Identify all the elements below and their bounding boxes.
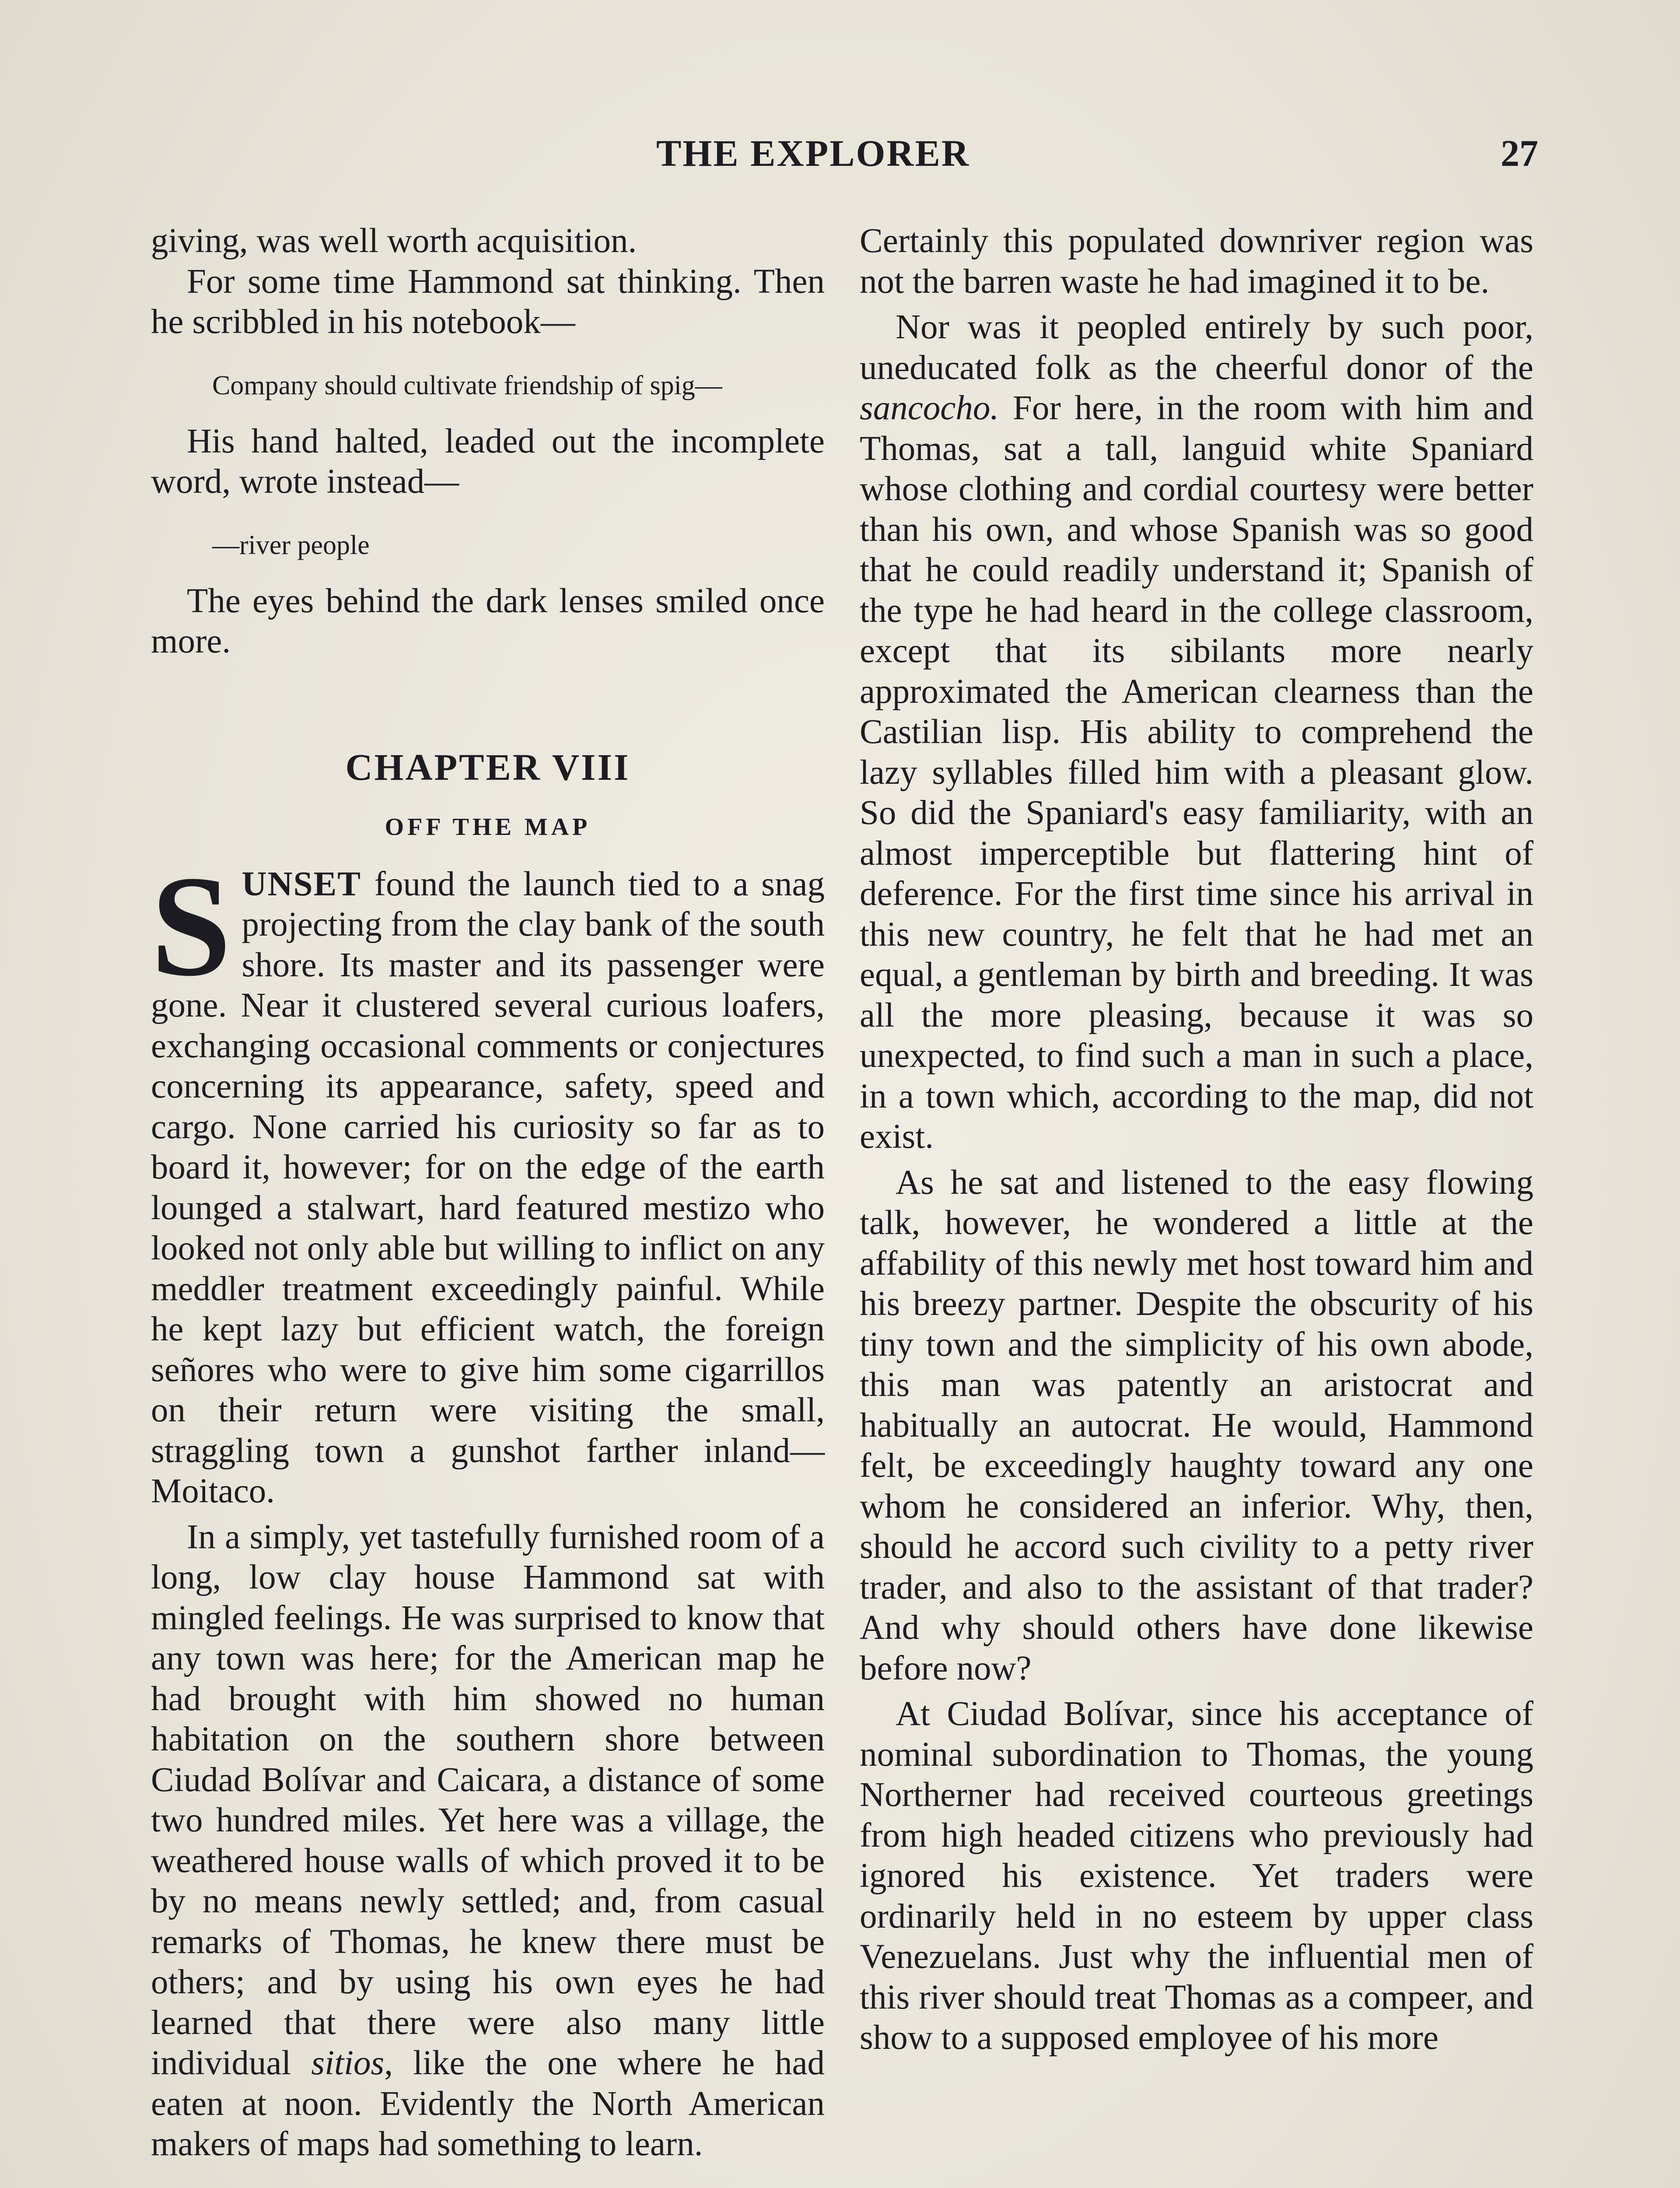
opening-word: UNSET	[242, 865, 361, 903]
paragraph: In a simply, yet tastefully furnished room of a long, low clay house Hammond sat with mingled feelings. He was surprised to know that any town was here; for the American map he had brought with him showed no human habitation on the southern shore between Ciudad Bolívar and Caicara, a distance of some two hundred miles. Yet here was a village, the weathered house walls of which proved it to be by no means newly settled; and, from casual remarks of Thomas, he knew there must be others; and by using his own eyes he had learned that there were also many little individual sitios, like the one where he had eaten at noon. Evidently the North American makers of maps had something to learn.	[151, 1518, 825, 2163]
paragraph-text: found the launch tied to a snag projecting from the clay bank of the south shore. Its master and its passenger were gone. Near it clustered several curious loafers, exchanging occasional comments or conjectures concerning its appearance, safety, speed and cargo. None carried his curiosity so far as to board it, however; for on the edge of the earth lounged a stalwart, hard featured mestizo who looked not only able but willing to inflict on any meddler treatment exceedingly painful. While he kept lazy but efficient watch, the foreign señores who were to give him some cigarrillos on their return were visiting the small, straggling town a gunshot farther inland—Moitaco.	[151, 865, 825, 1510]
paragraph: giving, was well worth acquisition.	[151, 222, 637, 260]
page-number: 27	[1501, 132, 1538, 174]
drop-cap: S	[151, 846, 231, 1006]
right-column	[860, 221, 1533, 2058]
paragraph: Nor was it peopled entirely by such poor, uneducated folk as the cheerful donor of the sancocho. For here, in the room with him and Thomas, sat a tall, languid white Spaniard whose clothing and cordial courtesy were better than his own, and whose Spanish was so good that he could readily understand it; Spanish of the type he had heard in the college classroom, except that its sibilants more nearly approximated the American clearness than the Castilian lisp. His ability to comprehend the lazy syllables filled him with a pleasant glow. So did the Spaniard's easy familiarity, with an almost imperceptible but flattering hint of deference. For the first time since his arrival in this new country, he felt that he had met an equal, a gentleman by birth and breeding. It was all the more pleasing, because it was so unexpected, to find such a man in such a place, in a town which, according to the map, did not exist.	[860, 308, 1533, 1156]
paragraph: For some time Hammond sat thinking. Then he scribbled in his notebook—	[151, 262, 825, 341]
italic-word: sancocho.	[860, 389, 999, 427]
paragraph: His hand halted, leaded out the incomplete word, wrote instead—	[151, 422, 825, 501]
chapter-title: CHAPTER VIII	[345, 746, 630, 788]
notebook-entry: Company should cultivate friendship of spig—	[212, 370, 722, 400]
paragraph: The eyes behind the dark lenses smiled once more.	[151, 582, 825, 660]
paragraph: Certainly this populated downriver region was not the barren waste he had imagined it to be.	[860, 222, 1533, 301]
left-column	[151, 221, 825, 2165]
paragraph: At Ciudad Bolívar, since his acceptance of nominal subordination to Thomas, the young Northerner had received courteous greetings from high headed citizens who previously had ignored his existence. Yet traders were ordinarily held in no esteem by upper class Venezuelans. Just why the influential men of this river should treat Thomas as a compeer, and show to a supposed employee of his more	[860, 1695, 1533, 2057]
italic-word: sitios	[311, 2044, 385, 2082]
paragraph: As he sat and listened to the easy flowing talk, however, he wondered a little at the affability of this newly met host toward him and his breezy partner. Despite the obscurity of his tiny town and the simplicity of his own abode, this man was patently an aristocrat and habitually an autocrat. He would, Hammond felt, be exceedingly haughty toward any one whom he considered an inferior. Why, then, should he accord such civility to a petty river trader, and also to the assistant of that trader? And why should others have done likewise before now?	[860, 1163, 1533, 1687]
running-title: THE EXPLORER	[656, 132, 970, 174]
chapter-subtitle: OFF THE MAP	[385, 813, 591, 841]
notebook-entry: —river people	[212, 530, 370, 560]
chapter-opening-paragraph	[151, 846, 825, 1512]
